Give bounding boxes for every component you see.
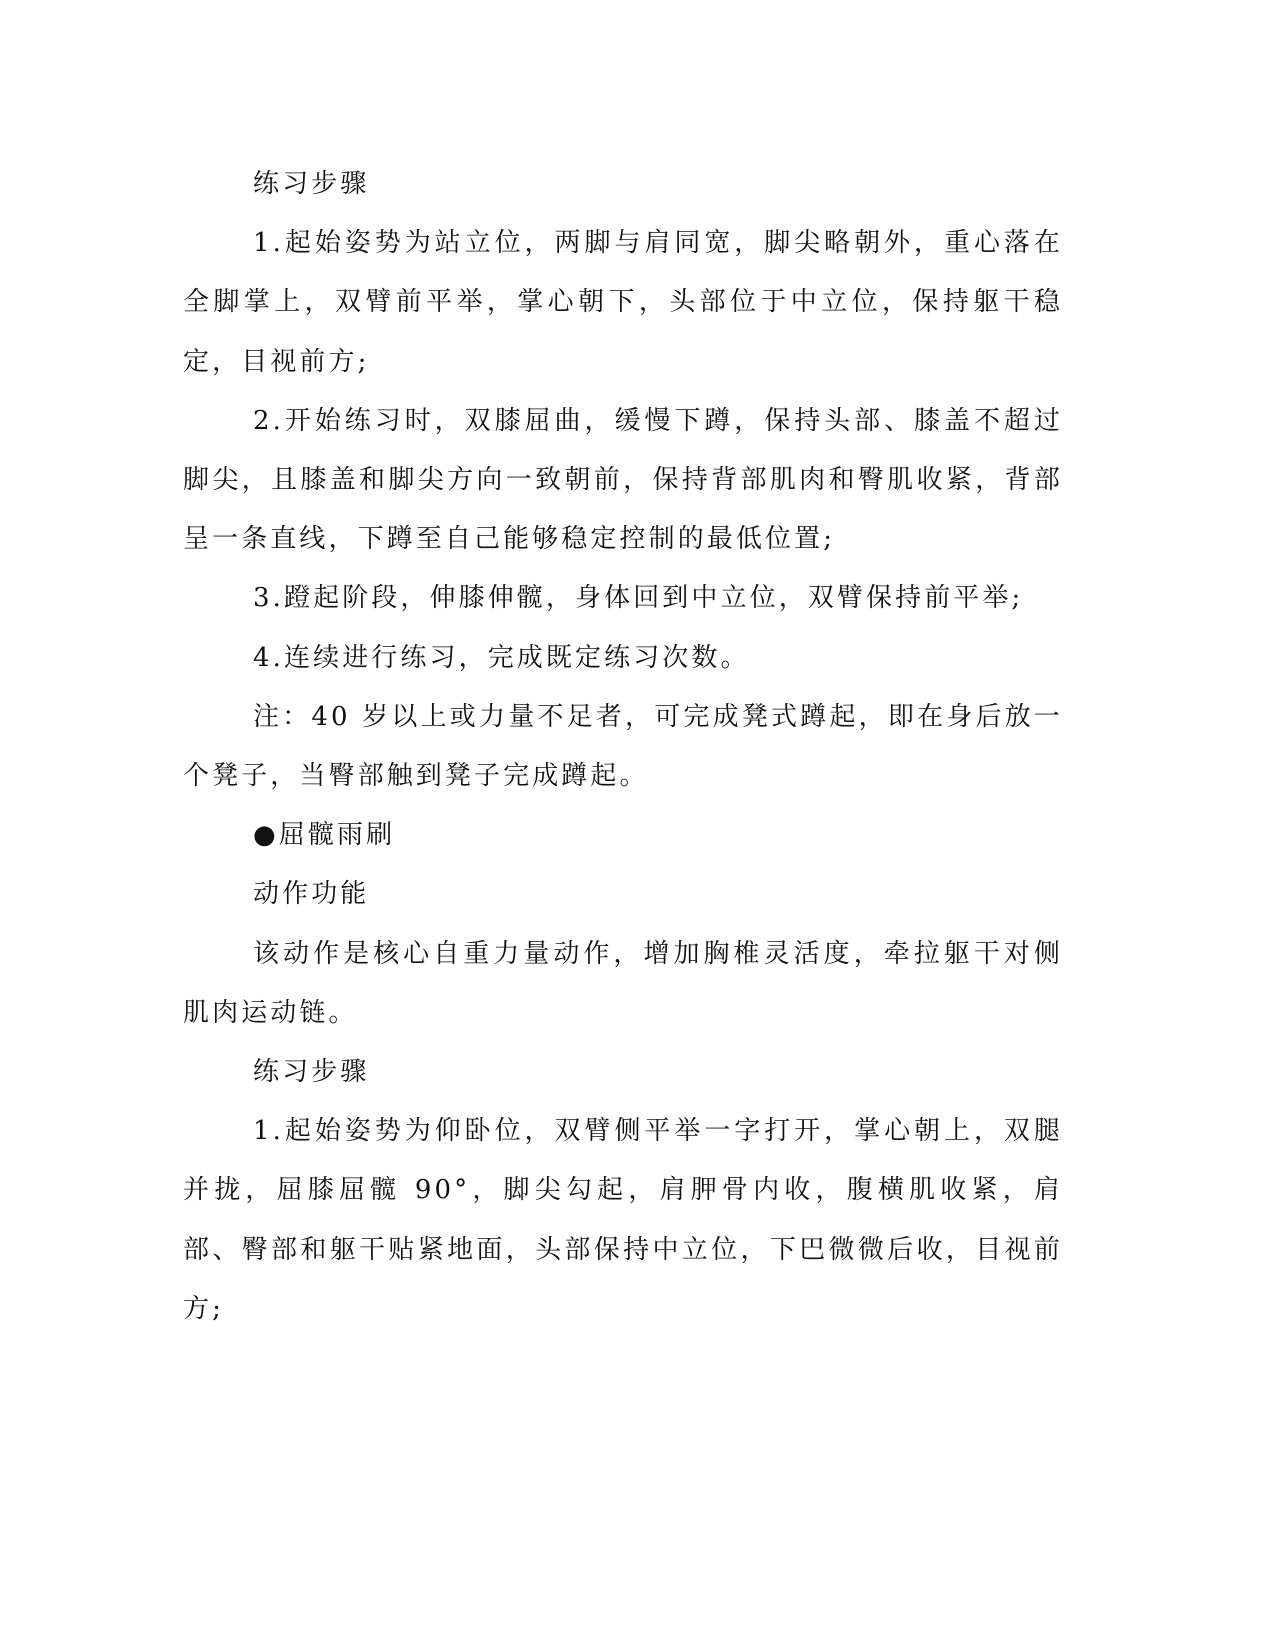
step-4-paragraph: 4.连续进行练习，完成既定练习次数。 [253,642,750,673]
step-1-paragraph-2: 1.起始姿势为仰卧位，双臂侧平举一字打开，掌心朝上，双腿并拢，屈膝屈髋 90°，脚尖勾起，肩胛骨内收，腹横肌收紧，肩部、臀部和躯干贴紧地面，头部保持中立位，下巴微微后收，目视前方; [183,1116,1063,1324]
note-paragraph: 注：40 岁以上或力量不足者，可完成凳式蹲起，即在身后放一个凳子，当臀部触到凳子完成蹲起。 [183,701,1063,792]
exercise-title: ●屈髋雨刷 [253,820,396,851]
section-heading-practice-steps-2: 练习步骤 [253,1057,370,1088]
function-paragraph: 该动作是核心自重力量动作，增加胸椎灵活度，牵拉躯干对侧肌肉运动链。 [183,938,1063,1028]
step-3-paragraph: 3.蹬起阶段，伸膝伸髋，身体回到中立位，双臂保持前平举; [253,583,1024,614]
step-2-paragraph: 2.开始练习时，双膝屈曲，缓慢下蹲，保持头部、膝盖不超过脚尖，且膝盖和脚尖方向一致朝前，保持背部肌肉和臀肌收紧，背部呈一条直线，下蹲至自己能够稳定控制的最低位置; [183,405,1063,555]
section-heading-function: 动作功能 [253,879,370,910]
section-heading-practice-steps: 练习步骤 [253,169,370,199]
document-body [183,155,1063,1339]
step-1-paragraph: 1.起始姿势为站立位，两脚与肩同宽，脚尖略朝外，重心落在全脚掌上，双臂前平举，掌心朝下，头部位于中立位，保持躯干稳定，目视前方; [183,228,1063,377]
